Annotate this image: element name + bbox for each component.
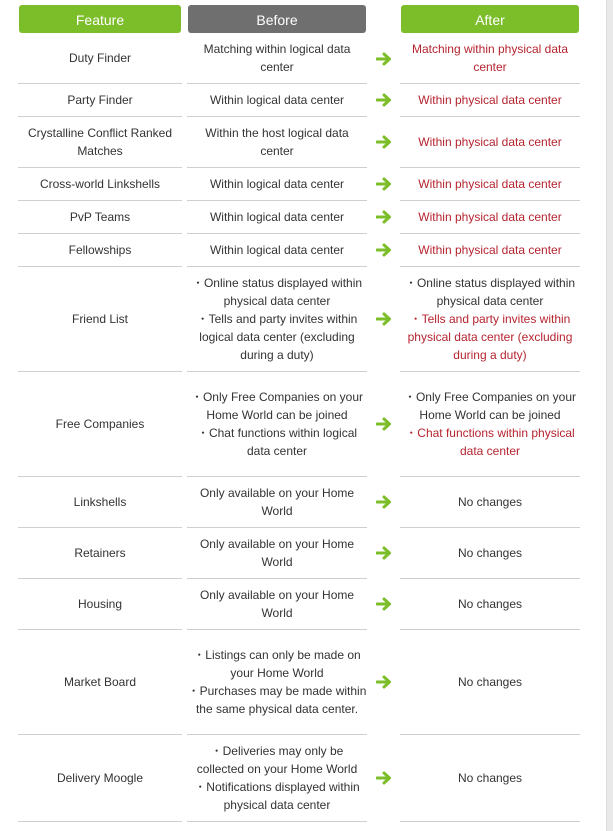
before-cell [187, 734, 367, 821]
after-cell [400, 734, 580, 821]
before-text-line: Only available on your Home World [199, 485, 355, 518]
before-text-line: ・Online status displayed within physical data center [191, 275, 363, 308]
table-row [18, 33, 594, 83]
feature-cell: Cross-world Linkshells [18, 167, 182, 200]
after-text-changed: ・Chat functions within physical data center [405, 425, 575, 458]
feature-cell: Crystalline Conflict Ranked Matches [18, 116, 182, 167]
before-cell [187, 476, 367, 527]
before-text-line: Within the host logical data center [205, 125, 349, 158]
arrow-cell [367, 527, 400, 578]
after-text-changed: Within physical data center [418, 242, 562, 257]
table-row [18, 629, 594, 734]
after-cell [400, 527, 580, 578]
table-row [18, 578, 594, 629]
feature-cell: Retainers [18, 527, 182, 578]
feature-cell: Delivery Moogle [18, 734, 182, 821]
after-text-line: No changes [457, 674, 523, 689]
after-cell [400, 371, 580, 476]
table-row [18, 83, 594, 116]
table-header-row [18, 5, 594, 33]
after-text-changed: Within physical data center [418, 134, 562, 149]
before-text-line: ・Purchases may be made within the same physical data center. [187, 683, 367, 716]
after-cell [400, 167, 580, 200]
table-row [18, 734, 594, 821]
after-text-changed: ・Tells and party invites within physical data center (excluding during a duty) [407, 311, 573, 362]
table-row [18, 233, 594, 266]
arrow-cell [367, 266, 400, 371]
before-text-line: ・Deliveries may only be collected on your Home World [196, 743, 358, 776]
feature-cell: Fellowships [18, 233, 182, 266]
right-arrow-icon [376, 93, 392, 107]
after-text-line: ・Only Free Companies on your Home World can be joined [403, 389, 577, 422]
before-cell [187, 167, 367, 200]
arrow-cell [367, 371, 400, 476]
before-text-line: Only available on your Home World [199, 587, 355, 620]
after-text-changed: Within physical data center [418, 176, 562, 191]
right-arrow-icon [376, 546, 392, 560]
arrow-cell [367, 233, 400, 266]
before-cell [187, 33, 367, 83]
table-row [18, 167, 594, 200]
feature-cell: Friend List [18, 266, 182, 371]
feature-cell: Free Companies [18, 371, 182, 476]
feature-cell: Housing [18, 578, 182, 629]
before-text-line: ・Chat functions within logical data center [196, 425, 358, 458]
right-arrow-icon [376, 675, 392, 689]
after-text-line: No changes [457, 770, 523, 785]
table-body [18, 33, 594, 821]
before-text-line: Only available on your Home World [199, 536, 355, 569]
before-text-line: Matching within logical data center [203, 41, 351, 74]
arrow-cell [367, 83, 400, 116]
arrow-cell [367, 734, 400, 821]
before-cell [187, 371, 367, 476]
arrow-cell [367, 33, 400, 83]
arrow-cell [367, 200, 400, 233]
after-cell [400, 200, 580, 233]
after-cell [400, 476, 580, 527]
after-text-changed: Matching within physical data center [411, 41, 569, 74]
after-cell [400, 233, 580, 266]
after-cell [400, 578, 580, 629]
before-cell [187, 266, 367, 371]
table-row [18, 266, 594, 371]
before-cell [187, 629, 367, 734]
right-arrow-icon [376, 417, 392, 431]
after-text-line: No changes [457, 596, 523, 611]
arrow-cell [367, 629, 400, 734]
table-row [18, 200, 594, 233]
after-text-changed: Within physical data center [418, 209, 562, 224]
right-arrow-icon [376, 495, 392, 509]
before-text-line: Within logical data center [209, 176, 345, 191]
before-header-label: Before [188, 5, 366, 33]
after-header-label: After [401, 5, 579, 33]
after-text-line: ・Online status displayed within physical data center [404, 275, 576, 308]
feature-cell: Market Board [18, 629, 182, 734]
right-arrow-icon [376, 597, 392, 611]
table-row [18, 527, 594, 578]
before-text-line: ・Notifications displayed within physical data center [194, 779, 360, 812]
arrow-cell [367, 578, 400, 629]
after-cell [400, 629, 580, 734]
before-text-line: Within logical data center [209, 242, 345, 257]
right-arrow-icon [376, 210, 392, 224]
arrow-cell [367, 167, 400, 200]
before-text-line: Within logical data center [209, 92, 345, 107]
before-cell [187, 83, 367, 116]
scrollbar-edge[interactable] [606, 0, 613, 831]
right-arrow-icon [376, 135, 392, 149]
feature-cell: Linkshells [18, 476, 182, 527]
before-cell [187, 578, 367, 629]
before-text-line: ・Tells and party invites within logical data center (excluding during a duty) [196, 311, 358, 362]
table-row [18, 476, 594, 527]
after-text-line: No changes [457, 545, 523, 560]
after-cell [400, 33, 580, 83]
right-arrow-icon [376, 177, 392, 191]
after-cell [400, 116, 580, 167]
before-cell [187, 200, 367, 233]
comparison-table [18, 5, 594, 822]
right-arrow-icon [376, 771, 392, 785]
feature-column-header [18, 5, 182, 33]
feature-cell: Party Finder [18, 83, 182, 116]
before-cell [187, 527, 367, 578]
feature-header-label: Feature [19, 5, 181, 33]
feature-cell: Duty Finder [18, 33, 182, 83]
before-cell [187, 233, 367, 266]
table-row [18, 371, 594, 476]
after-cell [400, 83, 580, 116]
before-cell [187, 116, 367, 167]
before-text-line: ・Only Free Companies on your Home World can be joined [190, 389, 364, 422]
right-arrow-icon [376, 243, 392, 257]
after-text-changed: Within physical data center [418, 92, 562, 107]
right-arrow-icon [376, 312, 392, 326]
after-text-line: No changes [457, 494, 523, 509]
before-column-header [187, 5, 367, 33]
after-cell [400, 266, 580, 371]
table-row [18, 116, 594, 167]
before-text-line: Within logical data center [209, 209, 345, 224]
arrow-cell [367, 116, 400, 167]
before-text-line: ・Listings can only be made on your Home World [193, 647, 361, 680]
arrow-cell [367, 476, 400, 527]
feature-cell: PvP Teams [18, 200, 182, 233]
after-column-header [400, 5, 580, 33]
right-arrow-icon [376, 52, 392, 66]
